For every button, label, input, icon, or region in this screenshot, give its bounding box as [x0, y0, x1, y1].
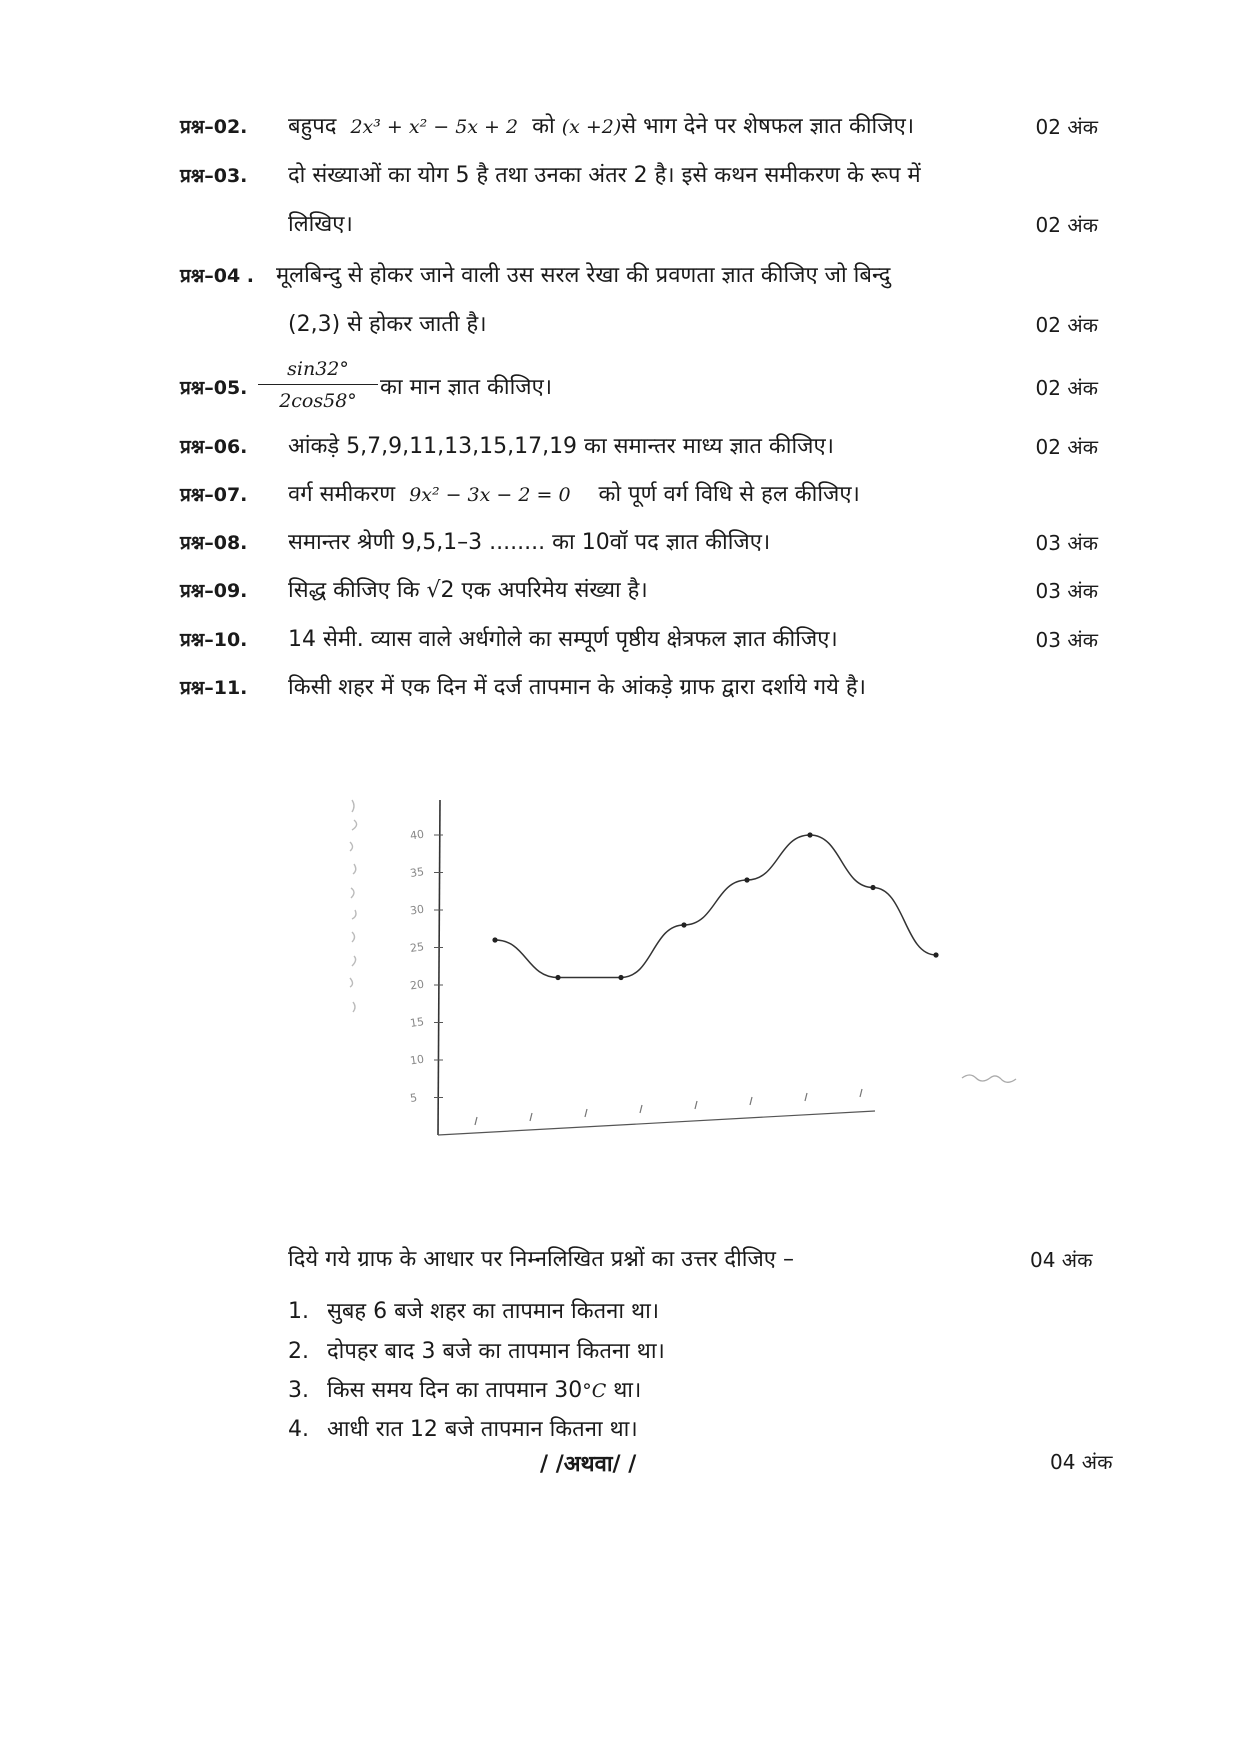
sub-intro: दिये गये ग्राफ के आधार पर निम्नलिखित प्रश्नों का उत्तर दीजिए –	[288, 1247, 794, 1272]
sub-question-text: आधी रात 12 बजे तापमान कितना था।	[327, 1417, 638, 1442]
x-axis	[438, 1111, 875, 1135]
question-04-marks-row	[180, 305, 1110, 345]
or-marks: 04 अंक	[1050, 1450, 1113, 1474]
trig-fraction	[258, 354, 378, 415]
y-tick-label: 25	[409, 940, 425, 955]
x-tick	[585, 1109, 587, 1117]
y-axis	[438, 800, 440, 1135]
question-text: आंकड़े 5,7,9,11,13,15,17,19 का समान्तर माध्य ज्ञात कीजिए।	[288, 434, 835, 459]
sub-question-text: दोपहर बाद 3 बजे का तापमान कितना था।	[327, 1339, 665, 1364]
sub-question-4	[288, 1411, 638, 1449]
question-text: 14 सेमी. व्यास वाले अर्धगोले का सम्पूर्ण पृष्ठीय क्षेत्रफल ज्ञात कीजिए।	[288, 627, 838, 652]
question-text: सिद्ध कीजिए कि √2 एक अपरिमेय संख्या है।	[288, 578, 648, 603]
question-label: प्रश्न–02.	[180, 116, 248, 138]
question-label: प्रश्न–05.	[180, 377, 248, 399]
question-text: वर्ग समीकरण 9x² − 3x − 2 = 0 को पूर्ण वर्ग विधि से हल कीजिए।	[288, 482, 860, 507]
x-tick	[640, 1105, 642, 1113]
y-tick-label: 10	[409, 1052, 425, 1068]
marks: 02 अंक	[1035, 115, 1098, 139]
graph-layer	[409, 800, 938, 1135]
temperature-graph	[330, 780, 1070, 1160]
question-text: दो संख्याओं का योग 5 है तथा उनका अंतर 2 है। इसे कथन समीकरण के रूप में	[288, 163, 921, 188]
fraction-denominator: 2cos58°	[279, 390, 357, 412]
sub-marks: 04 अंक	[1030, 1248, 1093, 1272]
data-point	[744, 877, 749, 882]
question-02	[180, 107, 1110, 147]
marks: 03 अंक	[1035, 628, 1098, 652]
question-03-marks-row	[180, 205, 1110, 245]
data-point	[933, 952, 938, 957]
y-tick-label: 40	[409, 827, 425, 843]
sub-question-3	[288, 1372, 641, 1410]
x-tick	[750, 1097, 752, 1105]
sub-question-2	[288, 1333, 665, 1371]
question-text: का मान ज्ञात कीजिए।	[380, 375, 553, 400]
sub-question-1	[288, 1293, 659, 1331]
question-04-continuation: (2,3) से होकर जाती है।	[288, 312, 487, 337]
y-tick-label: 15	[409, 1015, 425, 1030]
marks: 02 अंक	[1035, 213, 1098, 237]
question-label: प्रश्न–10.	[180, 629, 248, 651]
data-point	[555, 975, 560, 980]
data-point	[807, 832, 812, 837]
sub-question-text: सुबह 6 बजे शहर का तापमान कितना था।	[327, 1299, 660, 1324]
or-separator: / /अथवा/ /	[540, 1452, 637, 1477]
sub-intro-row	[288, 1241, 1108, 1279]
question-label: प्रश्न–06.	[180, 436, 248, 458]
x-tick	[530, 1113, 532, 1121]
question-text: बहुपद 2x³ + x² − 5x + 2 को (x +2)से भाग देने पर शेषफल ज्ञात कीजिए।	[288, 114, 915, 139]
y-tick-label: 35	[409, 865, 425, 880]
question-label: प्रश्न–03.	[180, 165, 248, 187]
handwritten-x-label	[962, 1075, 1016, 1082]
x-tick	[805, 1093, 807, 1101]
data-point	[870, 885, 875, 890]
data-point	[492, 937, 497, 942]
quadratic-equation: 9x² − 3x − 2 = 0	[409, 484, 571, 506]
question-label: प्रश्न–07.	[180, 484, 248, 506]
marks: 02 अंक	[1035, 313, 1098, 337]
handwritten-y-label	[350, 800, 357, 1012]
sub-question-number: 2.	[288, 1339, 309, 1364]
polynomial-expression: 2x³ + x² − 5x + 2	[350, 116, 519, 138]
marks: 02 अंक	[1035, 376, 1098, 400]
fraction-numerator: sin32°	[258, 354, 378, 385]
x-tick	[695, 1101, 697, 1109]
question-text: मूलबिन्दु से होकर जाने वाली उस सरल रेखा की प्रवणता ज्ञात कीजिए जो बिन्दु	[276, 263, 891, 288]
marks: 03 अंक	[1035, 531, 1098, 555]
sub-question-text: किस समय दिन का तापमान 30°C था।	[327, 1378, 642, 1403]
temperature-curve	[495, 835, 936, 978]
x-tick	[475, 1117, 477, 1125]
x-tick	[860, 1089, 862, 1097]
divisor-expression: (x +2)	[561, 116, 622, 138]
question-09	[180, 571, 1110, 611]
question-label: प्रश्न–08.	[180, 532, 248, 554]
data-point	[618, 975, 623, 980]
question-07	[180, 475, 1110, 515]
question-label: प्रश्न–04 .	[180, 265, 255, 287]
data-point	[681, 922, 686, 927]
question-06	[180, 427, 1110, 467]
question-03-continuation: लिखिए।	[288, 212, 353, 237]
question-03	[180, 156, 1110, 196]
y-tick-label: 5	[409, 1091, 418, 1105]
marks: 02 अंक	[1035, 435, 1098, 459]
question-11	[180, 668, 1110, 708]
question-label: प्रश्न–11.	[180, 677, 248, 699]
sub-question-number: 4.	[288, 1417, 309, 1442]
question-text: किसी शहर में एक दिन में दर्ज तापमान के आंकड़े ग्राफ द्वारा दर्शाये गये है।	[288, 675, 866, 700]
question-08	[180, 523, 1110, 563]
marks: 03 अंक	[1035, 579, 1098, 603]
question-04	[180, 256, 1110, 296]
sub-question-number: 3.	[288, 1378, 309, 1403]
question-10	[180, 620, 1110, 660]
y-tick-label: 20	[409, 977, 425, 993]
question-label: प्रश्न–09.	[180, 580, 248, 602]
question-text: समान्तर श्रेणी 9,5,1–3 ........ का 10वॉ पद ज्ञात कीजिए।	[288, 530, 771, 555]
y-tick-label: 30	[409, 902, 425, 918]
sub-question-number: 1.	[288, 1299, 309, 1324]
